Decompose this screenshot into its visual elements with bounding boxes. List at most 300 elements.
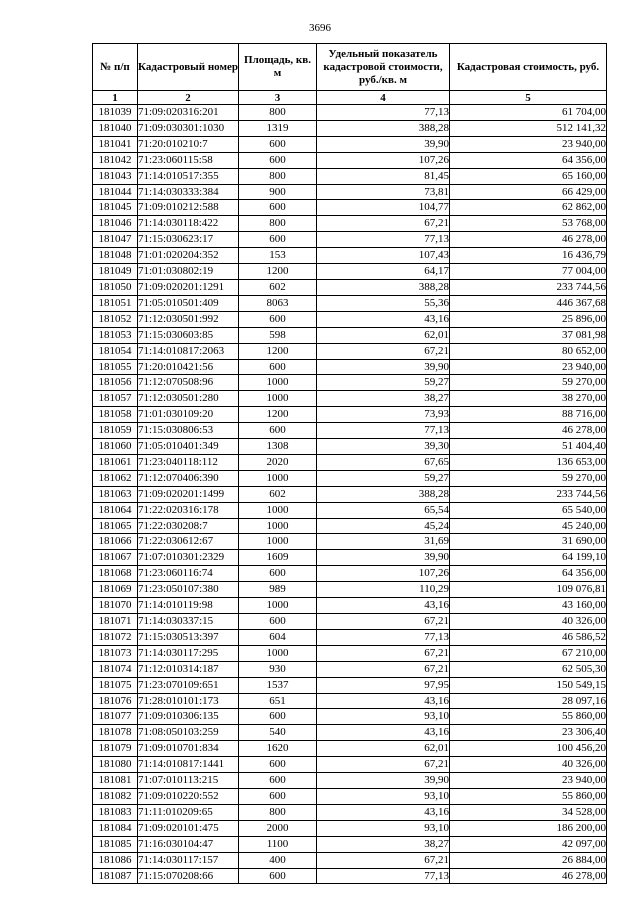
row-number-cell: 181054 [93,343,138,359]
table-row [93,534,607,550]
row-number-cell: 181071 [93,614,138,630]
area-cell: 598 [239,327,317,343]
row-number-cell: 181055 [93,359,138,375]
row-number-cell: 181046 [93,216,138,232]
cadastral-value-cell: 46 278,00 [450,232,607,248]
unit-value-cell: 97,95 [317,677,450,693]
unit-value-cell: 67,21 [317,645,450,661]
unit-value-cell: 73,93 [317,407,450,423]
table-row [93,788,607,804]
cadastral-number-cell: 71:22:030612:67 [138,534,239,550]
cadastral-value-cell: 150 549,15 [450,677,607,693]
row-number-cell: 181083 [93,804,138,820]
column-number: 2 [138,91,239,105]
cadastral-value-cell: 186 200,00 [450,820,607,836]
unit-value-cell: 93,10 [317,788,450,804]
row-number-cell: 181050 [93,279,138,295]
cadastral-number-cell: 71:23:050107:380 [138,582,239,598]
unit-value-cell: 38,27 [317,836,450,852]
row-number-cell: 181048 [93,248,138,264]
unit-value-cell: 62,01 [317,327,450,343]
table-row [93,804,607,820]
unit-value-cell: 388,28 [317,279,450,295]
column-number: 1 [93,91,138,105]
cadastral-value-cell: 23 940,00 [450,773,607,789]
row-number-cell: 181044 [93,184,138,200]
area-cell: 1000 [239,391,317,407]
header-cadastral-number: Кадастровый номер [138,44,239,91]
table-row [93,661,607,677]
table-row [93,454,607,470]
row-number-cell: 181067 [93,550,138,566]
row-number-cell: 181040 [93,120,138,136]
table-row [93,566,607,582]
cadastral-value-cell: 26 884,00 [450,852,607,868]
row-number-cell: 181064 [93,502,138,518]
table-row [93,200,607,216]
cadastral-value-cell: 136 653,00 [450,454,607,470]
column-number: 3 [239,91,317,105]
area-cell: 1000 [239,645,317,661]
area-cell: 800 [239,105,317,121]
table-row [93,264,607,280]
cadastral-value-cell: 38 270,00 [450,391,607,407]
table-row [93,216,607,232]
cadastral-value-cell: 512 141,32 [450,120,607,136]
cadastral-value-cell: 61 704,00 [450,105,607,121]
cadastral-value-cell: 23 306,40 [450,725,607,741]
cadastral-number-cell: 71:09:020316:201 [138,105,239,121]
cadastral-value-cell: 100 456,20 [450,741,607,757]
row-number-cell: 181085 [93,836,138,852]
row-number-cell: 181061 [93,454,138,470]
row-number-cell: 181049 [93,264,138,280]
cadastral-value-cell: 64 356,00 [450,566,607,582]
table-body [93,105,607,884]
unit-value-cell: 67,21 [317,614,450,630]
cadastral-number-cell: 71:12:070508:96 [138,375,239,391]
row-number-cell: 181052 [93,311,138,327]
cadastral-number-cell: 71:14:030118:422 [138,216,239,232]
unit-value-cell: 39,90 [317,773,450,789]
table-row [93,470,607,486]
column-number: 4 [317,91,450,105]
cadastral-number-cell: 71:15:070208:66 [138,868,239,884]
area-cell: 600 [239,566,317,582]
area-cell: 600 [239,359,317,375]
table-row [93,168,607,184]
area-cell: 1000 [239,534,317,550]
unit-value-cell: 67,21 [317,661,450,677]
table-row [93,486,607,502]
table-row [93,327,607,343]
cadastral-value-cell: 51 404,40 [450,439,607,455]
cadastral-value-cell: 88 716,00 [450,407,607,423]
row-number-cell: 181051 [93,295,138,311]
unit-value-cell: 77,13 [317,423,450,439]
row-number-cell: 181073 [93,645,138,661]
area-cell: 1000 [239,375,317,391]
area-cell: 602 [239,486,317,502]
unit-value-cell: 64,17 [317,264,450,280]
table-row [93,232,607,248]
area-cell: 600 [239,152,317,168]
row-number-cell: 181041 [93,136,138,152]
cadastral-number-cell: 71:14:010817:2063 [138,343,239,359]
unit-value-cell: 43,16 [317,311,450,327]
cadastral-value-cell: 43 160,00 [450,598,607,614]
table-row [93,152,607,168]
row-number-cell: 181075 [93,677,138,693]
cadastral-value-cell: 28 097,16 [450,693,607,709]
row-number-cell: 181056 [93,375,138,391]
table-row [93,439,607,455]
cadastral-number-cell: 71:23:040118:112 [138,454,239,470]
unit-value-cell: 45,24 [317,518,450,534]
cadastral-number-cell: 71:05:010501:409 [138,295,239,311]
area-cell: 800 [239,216,317,232]
area-cell: 8063 [239,295,317,311]
area-cell: 600 [239,136,317,152]
unit-value-cell: 388,28 [317,120,450,136]
row-number-cell: 181081 [93,773,138,789]
table-row [93,709,607,725]
area-cell: 651 [239,693,317,709]
unit-value-cell: 110,29 [317,582,450,598]
unit-value-cell: 107,26 [317,566,450,582]
unit-value-cell: 39,90 [317,136,450,152]
table-row [93,741,607,757]
unit-value-cell: 43,16 [317,804,450,820]
cadastral-number-cell: 71:14:010119:98 [138,598,239,614]
area-cell: 600 [239,709,317,725]
area-cell: 600 [239,773,317,789]
row-number-cell: 181078 [93,725,138,741]
row-number-cell: 181072 [93,629,138,645]
area-cell: 1319 [239,120,317,136]
area-cell: 600 [239,614,317,630]
table-row [93,693,607,709]
area-cell: 153 [239,248,317,264]
page-number: 3696 [309,22,331,34]
header-row [93,44,607,91]
unit-value-cell: 77,13 [317,105,450,121]
area-cell: 930 [239,661,317,677]
cadastral-number-cell: 71:14:030337:15 [138,614,239,630]
cadastral-number-cell: 71:12:010314:187 [138,661,239,677]
cadastral-number-cell: 71:12:030501:280 [138,391,239,407]
table-row [93,105,607,121]
table-row [93,120,607,136]
cadastral-value-cell: 46 278,00 [450,868,607,884]
unit-value-cell: 38,27 [317,391,450,407]
cadastral-number-cell: 71:09:010212:588 [138,200,239,216]
cadastral-value-cell: 37 081,98 [450,327,607,343]
cadastral-value-cell: 45 240,00 [450,518,607,534]
area-cell: 1100 [239,836,317,852]
table-row [93,836,607,852]
row-number-cell: 181062 [93,470,138,486]
cadastral-value-cell: 62 862,00 [450,200,607,216]
table-row [93,868,607,884]
unit-value-cell: 104,77 [317,200,450,216]
cadastral-number-cell: 71:22:020316:178 [138,502,239,518]
table-row [93,136,607,152]
cadastral-value-cell: 446 367,68 [450,295,607,311]
unit-value-cell: 67,21 [317,216,450,232]
table-row [93,518,607,534]
cadastral-value-cell: 64 199,10 [450,550,607,566]
cadastral-value-cell: 77 004,00 [450,264,607,280]
table-row [93,629,607,645]
column-number: 5 [450,91,607,105]
cadastral-value-cell: 16 436,79 [450,248,607,264]
table-row [93,550,607,566]
row-number-cell: 181084 [93,820,138,836]
table-row [93,184,607,200]
area-cell: 540 [239,725,317,741]
header-unit-value: Удельный показатель кадастровой стоимости, руб./кв. м [317,44,450,91]
table-row [93,614,607,630]
cadastral-number-cell: 71:05:010401:349 [138,439,239,455]
area-cell: 600 [239,423,317,439]
cadastral-number-cell: 71:12:030501:992 [138,311,239,327]
table-row [93,295,607,311]
unit-value-cell: 77,13 [317,232,450,248]
area-cell: 600 [239,232,317,248]
unit-value-cell: 81,45 [317,168,450,184]
table-row [93,248,607,264]
table-row [93,677,607,693]
cadastral-value-cell: 65 540,00 [450,502,607,518]
table-row [93,725,607,741]
area-cell: 604 [239,629,317,645]
unit-value-cell: 73,81 [317,184,450,200]
cadastral-number-cell: 71:20:010421:56 [138,359,239,375]
table-row [93,598,607,614]
cadastral-number-cell: 71:01:030802:19 [138,264,239,280]
row-number-cell: 181060 [93,439,138,455]
cadastral-value-cell: 80 652,00 [450,343,607,359]
row-number-cell: 181074 [93,661,138,677]
unit-value-cell: 43,16 [317,598,450,614]
cadastral-number-cell: 71:16:030104:47 [138,836,239,852]
row-number-cell: 181086 [93,852,138,868]
area-cell: 600 [239,757,317,773]
cadastral-number-cell: 71:15:030603:85 [138,327,239,343]
cadastral-value-cell: 46 586,52 [450,629,607,645]
cadastral-number-cell: 71:09:030301:1030 [138,120,239,136]
area-cell: 1537 [239,677,317,693]
row-number-cell: 181065 [93,518,138,534]
row-number-cell: 181042 [93,152,138,168]
cadastral-value-cell: 67 210,00 [450,645,607,661]
row-number-cell: 181076 [93,693,138,709]
cadastral-value-cell: 66 429,00 [450,184,607,200]
cadastral-value-cell: 53 768,00 [450,216,607,232]
cadastral-value-cell: 23 940,00 [450,359,607,375]
area-cell: 800 [239,168,317,184]
cadastral-number-cell: 71:01:020204:352 [138,248,239,264]
cadastral-value-cell: 59 270,00 [450,375,607,391]
unit-value-cell: 65,54 [317,502,450,518]
cadastral-number-cell: 71:01:030109:20 [138,407,239,423]
cadastral-number-cell: 71:23:060116:74 [138,566,239,582]
cadastral-number-cell: 71:22:030208:7 [138,518,239,534]
row-number-cell: 181057 [93,391,138,407]
table-row [93,407,607,423]
unit-value-cell: 93,10 [317,820,450,836]
area-cell: 600 [239,788,317,804]
column-number-row [93,91,607,105]
cadastral-value-cell: 23 940,00 [450,136,607,152]
cadastral-value-cell: 109 076,81 [450,582,607,598]
row-number-cell: 181043 [93,168,138,184]
cadastral-value-cell: 46 278,00 [450,423,607,439]
cadastral-value-cell: 233 744,56 [450,486,607,502]
area-cell: 600 [239,200,317,216]
unit-value-cell: 55,36 [317,295,450,311]
area-cell: 600 [239,311,317,327]
header-row-number: № п/п [93,44,138,91]
row-number-cell: 181080 [93,757,138,773]
cadastral-number-cell: 71:14:030117:295 [138,645,239,661]
unit-value-cell: 77,13 [317,629,450,645]
area-cell: 1200 [239,407,317,423]
row-number-cell: 181063 [93,486,138,502]
cadastral-value-cell: 64 356,00 [450,152,607,168]
cadastral-number-cell: 71:28:010101:173 [138,693,239,709]
cadastral-number-cell: 71:09:020201:1291 [138,279,239,295]
unit-value-cell: 59,27 [317,470,450,486]
cadastral-number-cell: 71:23:060115:58 [138,152,239,168]
area-cell: 1000 [239,598,317,614]
row-number-cell: 181079 [93,741,138,757]
unit-value-cell: 67,21 [317,757,450,773]
area-cell: 1308 [239,439,317,455]
cadastral-value-cell: 34 528,00 [450,804,607,820]
cadastral-number-cell: 71:14:010817:1441 [138,757,239,773]
cadastral-value-cell: 59 270,00 [450,470,607,486]
table-row [93,423,607,439]
unit-value-cell: 93,10 [317,709,450,725]
unit-value-cell: 39,90 [317,550,450,566]
row-number-cell: 181053 [93,327,138,343]
table-row [93,757,607,773]
area-cell: 2000 [239,820,317,836]
row-number-cell: 181068 [93,566,138,582]
cadastral-number-cell: 71:08:050103:259 [138,725,239,741]
cadastral-value-cell: 42 097,00 [450,836,607,852]
unit-value-cell: 39,90 [317,359,450,375]
table-row [93,279,607,295]
unit-value-cell: 67,21 [317,852,450,868]
area-cell: 1200 [239,343,317,359]
area-cell: 800 [239,804,317,820]
cadastral-number-cell: 71:09:010701:834 [138,741,239,757]
unit-value-cell: 67,65 [317,454,450,470]
unit-value-cell: 43,16 [317,693,450,709]
unit-value-cell: 31,69 [317,534,450,550]
cadastral-number-cell: 71:09:010220:552 [138,788,239,804]
area-cell: 602 [239,279,317,295]
cadastral-value-cell: 233 744,56 [450,279,607,295]
area-cell: 1200 [239,264,317,280]
table-row [93,375,607,391]
area-cell: 1620 [239,741,317,757]
area-cell: 900 [239,184,317,200]
cadastral-value-cell: 40 326,00 [450,757,607,773]
unit-value-cell: 107,43 [317,248,450,264]
table-row [93,820,607,836]
area-cell: 1609 [239,550,317,566]
area-cell: 1000 [239,470,317,486]
cadastral-number-cell: 71:09:010306:135 [138,709,239,725]
cadastral-number-cell: 71:11:010209:65 [138,804,239,820]
unit-value-cell: 39,30 [317,439,450,455]
area-cell: 1000 [239,518,317,534]
cadastral-number-cell: 71:15:030623:17 [138,232,239,248]
cadastral-number-cell: 71:20:010210:7 [138,136,239,152]
table-row [93,852,607,868]
cadastral-value-table [92,43,607,884]
unit-value-cell: 388,28 [317,486,450,502]
unit-value-cell: 107,26 [317,152,450,168]
table-row [93,359,607,375]
header-area: Площадь, кв. м [239,44,317,91]
cadastral-number-cell: 71:15:030806:53 [138,423,239,439]
cadastral-number-cell: 71:09:020101:475 [138,820,239,836]
table-row [93,343,607,359]
row-number-cell: 181059 [93,423,138,439]
unit-value-cell: 43,16 [317,725,450,741]
cadastral-value-cell: 31 690,00 [450,534,607,550]
area-cell: 1000 [239,502,317,518]
cadastral-number-cell: 71:15:030513:397 [138,629,239,645]
cadastral-number-cell: 71:07:010113:215 [138,773,239,789]
table-row [93,773,607,789]
row-number-cell: 181087 [93,868,138,884]
unit-value-cell: 62,01 [317,741,450,757]
unit-value-cell: 77,13 [317,868,450,884]
cadastral-value-cell: 62 505,30 [450,661,607,677]
row-number-cell: 181045 [93,200,138,216]
table-row [93,582,607,598]
cadastral-number-cell: 71:23:070109:651 [138,677,239,693]
table-row [93,502,607,518]
row-number-cell: 181069 [93,582,138,598]
table-row [93,645,607,661]
cadastral-number-cell: 71:09:020201:1499 [138,486,239,502]
table-row [93,391,607,407]
header-cadastral-value: Кадастровая стоимость, руб. [450,44,607,91]
area-cell: 400 [239,852,317,868]
area-cell: 2020 [239,454,317,470]
row-number-cell: 181082 [93,788,138,804]
table-row [93,311,607,327]
cadastral-number-cell: 71:07:010301:2329 [138,550,239,566]
cadastral-value-cell: 65 160,00 [450,168,607,184]
cadastral-number-cell: 71:14:030333:384 [138,184,239,200]
cadastral-value-cell: 55 860,00 [450,788,607,804]
unit-value-cell: 67,21 [317,343,450,359]
row-number-cell: 181058 [93,407,138,423]
row-number-cell: 181066 [93,534,138,550]
row-number-cell: 181070 [93,598,138,614]
cadastral-value-cell: 40 326,00 [450,614,607,630]
unit-value-cell: 59,27 [317,375,450,391]
area-cell: 989 [239,582,317,598]
